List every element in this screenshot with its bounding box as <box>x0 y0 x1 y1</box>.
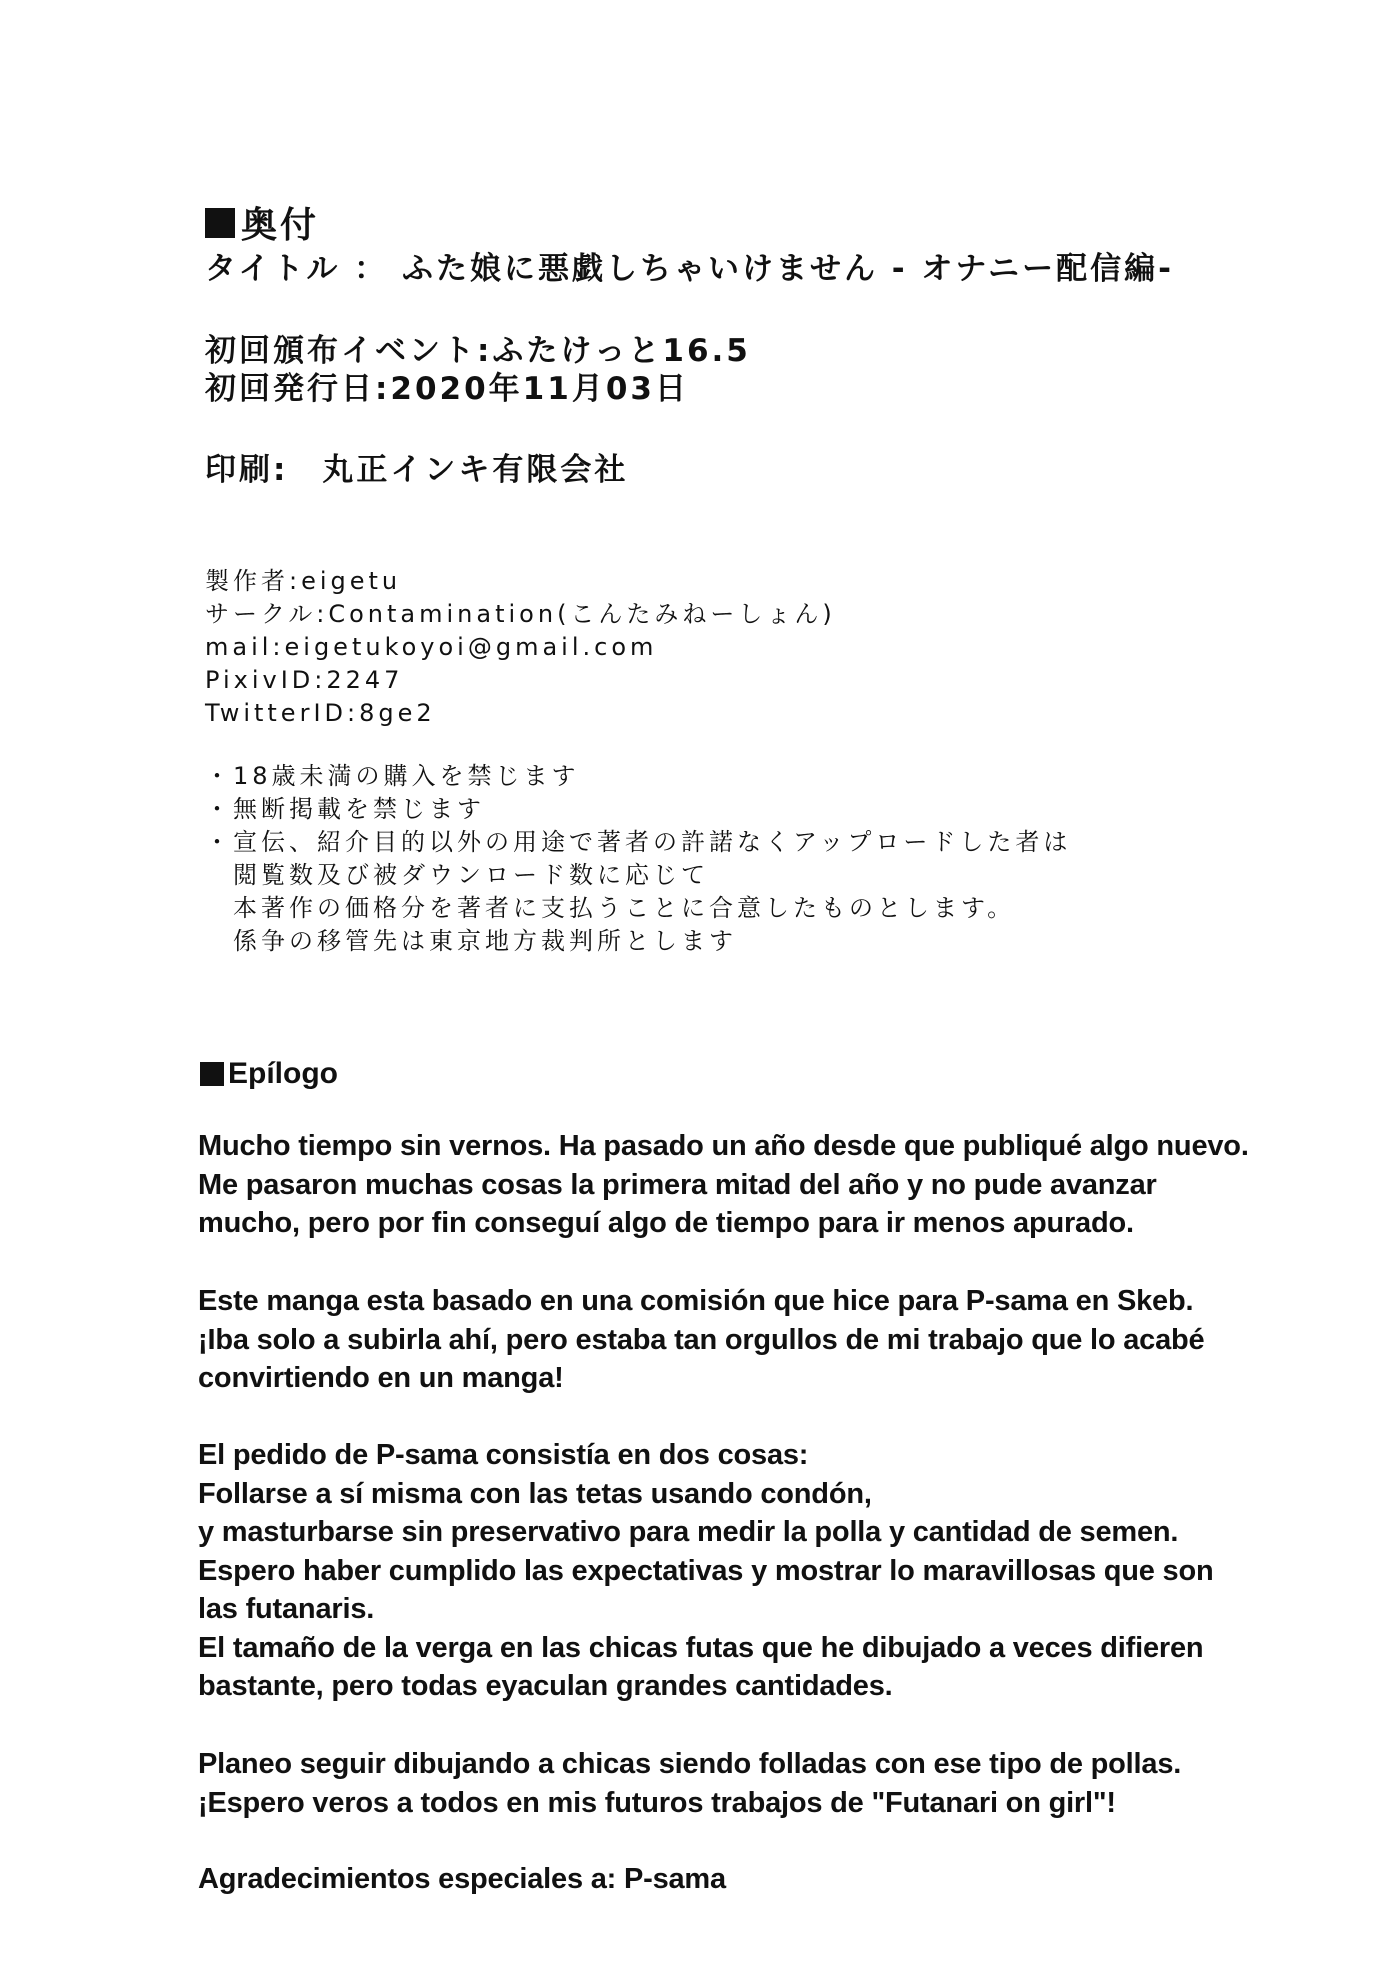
square-bullet-icon <box>200 1062 224 1086</box>
epilogue-heading-text: Epílogo <box>228 1057 338 1090</box>
credit-twitter: TwitterID:8ge2 <box>205 699 436 727</box>
text-line: las futanaris. <box>198 1593 375 1625</box>
text-line: Espero haber cumplido las expectativas y mostrar lo maravillosas que son <box>198 1554 1214 1587</box>
credit-author: 製作者:eigetu <box>205 567 402 595</box>
print-line: 印刷: 丸正インキ有限会社 <box>205 452 629 488</box>
epilogue-paragraph-3 <box>198 1436 1214 1706</box>
text-line: y masturbarse sin preservativo para medir la polla y cantidad de semen. <box>198 1516 1179 1548</box>
credits-block <box>205 565 836 730</box>
date-line: 初回発行日:2020年11月03日 <box>205 371 689 407</box>
text-line: convirtiendo en un manga! <box>198 1362 564 1394</box>
credit-pixiv: PixivID:2247 <box>205 666 404 694</box>
text-line: El tamaño de la verga en las chicas futas que he dibujado a veces difieren <box>198 1631 1204 1664</box>
epilogue-paragraph-2 <box>198 1282 1204 1398</box>
notice-line: 閲覧数及び被ダウンロード数に応じて <box>205 861 709 889</box>
text-line: ¡Iba solo a subirla ahí, pero estaba tan orgullos de mi trabajo que lo acabé <box>198 1323 1205 1356</box>
text-line: Agradecimientos especiales a: P-sama <box>198 1863 726 1895</box>
epilogue-paragraph-1 <box>198 1127 1249 1243</box>
notice-line: 係争の移管先は東京地方裁判所とします <box>205 927 737 955</box>
title-line: タイトル ： ふた娘に悪戯しちゃいけません - オナニー配信編- <box>205 251 1175 287</box>
notice-line: ・宣伝、紹介目的以外の用途で著者の許諾なくアップロードした者は <box>205 828 1072 856</box>
event-line: 初回頒布イベント:ふたけっと16.5 <box>205 333 751 369</box>
text-line: Mucho tiempo sin vernos. Ha pasado un año desde que publiqué algo nuevo. <box>198 1130 1249 1162</box>
text-line: El pedido de P-sama consistía en dos cosas: <box>198 1439 809 1471</box>
text-line: Planeo seguir dibujando a chicas siendo folladas con ese tipo de pollas. <box>198 1748 1182 1780</box>
notice-line: 本著作の価格分を著者に支払うことに合意したものとします。 <box>205 894 1016 922</box>
text-line: Me pasaron muchas cosas la primera mitad del año y no pude avanzar <box>198 1168 1157 1201</box>
text-line: Este manga esta basado en una comisión que hice para P-sama en Skeb. <box>198 1285 1194 1317</box>
credit-circle: サークル:Contamination(こんたみねーしょん) <box>205 600 836 628</box>
notice-line: ・無断掲載を禁じます <box>205 795 485 823</box>
epilogue-paragraph-4 <box>198 1745 1181 1822</box>
epilogue-paragraph-5 <box>198 1860 726 1899</box>
notice-line: ・18歳未満の購入を禁じます <box>205 762 580 790</box>
colophon-heading <box>205 197 319 248</box>
text-line: mucho, pero por fin conseguí algo de tiempo para ir menos apurado. <box>198 1207 1134 1239</box>
colophon-heading-text: 奥付 <box>241 205 320 246</box>
credit-mail: mail:eigetukoyoi@gmail.com <box>205 633 658 661</box>
text-line: bastante, pero todas eyaculan grandes cantidades. <box>198 1670 893 1702</box>
text-line: Follarse a sí misma con las tetas usando condón, <box>198 1477 872 1510</box>
text-line: ¡Espero veros a todos en mis futuros trabajos de "Futanari on girl"! <box>198 1786 1116 1819</box>
epilogue-heading <box>200 1057 338 1091</box>
notices-block <box>205 760 1071 958</box>
square-bullet-icon <box>205 208 235 238</box>
